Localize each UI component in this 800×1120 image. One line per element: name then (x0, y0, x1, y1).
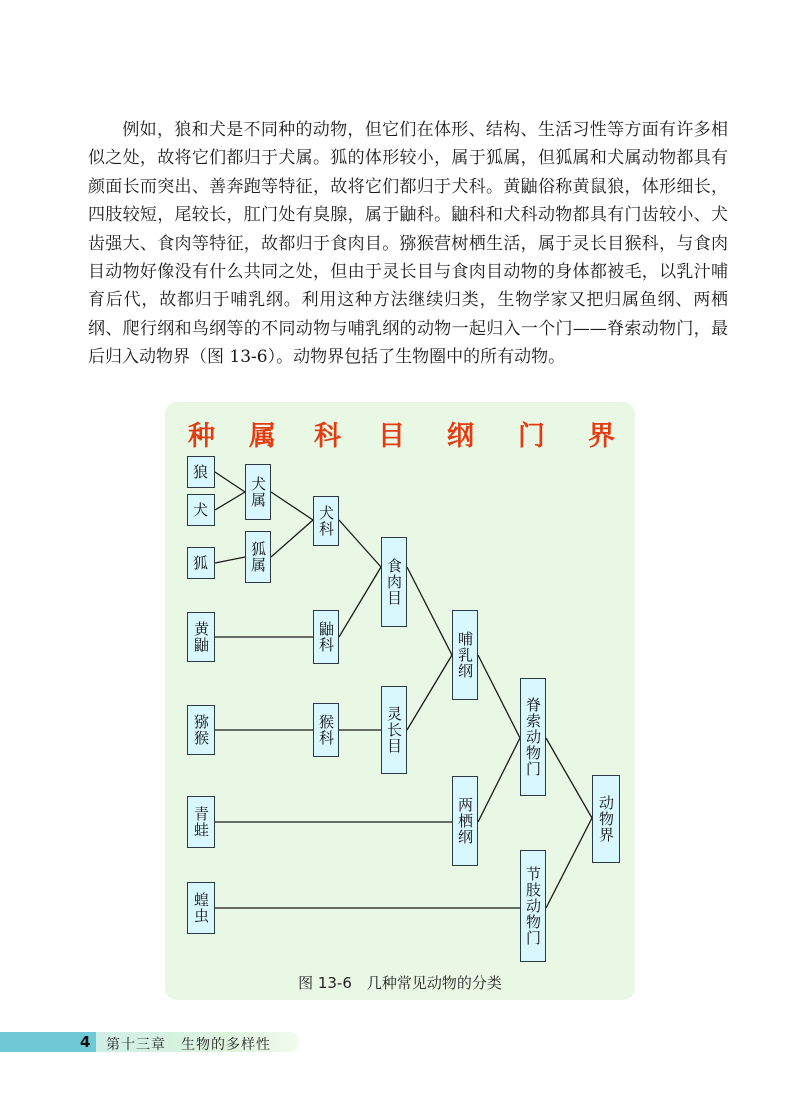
node-weasel: 黄鼬 (187, 612, 215, 662)
node-locust: 蝗虫 (187, 882, 215, 934)
node-canidae: 犬科 (313, 496, 339, 546)
node-carnivora: 食肉目 (381, 537, 407, 627)
node-macaque: 猕猴 (187, 705, 215, 755)
node-primates: 灵长目 (381, 686, 407, 774)
node-mammalia: 哺乳纲 (452, 610, 478, 700)
rank-family: 科 (314, 421, 341, 452)
node-chordata: 脊索动物门 (520, 678, 546, 796)
body-paragraph (88, 116, 728, 372)
node-fox: 狐 (187, 547, 215, 579)
node-frog: 青蛙 (187, 796, 215, 848)
node-canis-genus: 犬属 (245, 464, 271, 520)
rank-kingdom: 界 (588, 421, 615, 452)
rank-class: 纲 (447, 421, 474, 452)
node-cercopithecidae: 猴科 (313, 703, 339, 757)
node-animalia: 动物界 (592, 775, 620, 863)
node-amphibia: 两栖纲 (452, 776, 478, 866)
node-vulpes-genus: 狐属 (245, 531, 271, 583)
rank-genus: 属 (249, 421, 276, 452)
node-mustelidae: 鼬科 (313, 610, 339, 664)
paragraph-text: 例如，狼和犬是不同种的动物，但它们在体形、结构、生活习性等方面有许多相似之处，故将它们都归于犬属。狐的体形较小，属于狐属，但狐属和犬属动物都具有颜面长而突出、善奔跑等特征，故将它们都归于犬科。黄鼬俗称黄鼠狼，体形细长，四肢较短，尾较长，肛门处有臭腺，属于鼬科。鼬科和犬科动物都具有门齿较小、犬齿强大、食肉等特征，故都归于食肉目。猕猴营树栖生活，属于灵长目猴科，与食肉目动物好像没有什么共同之处，但由于灵长目与食肉目动物的身体都被毛，以乳汁哺育后代，故都归于哺乳纲。利用这种方法继续归类，生物学家又把归属鱼纲、两栖纲、爬行纲和鸟纲等的不同动物与哺乳纲的动物一起归入一个门——脊索动物门，最后归入动物界（图 13-6）。动物界包括了生物圈中的所有动物。 (88, 120, 728, 368)
page-number: 4 (80, 1033, 91, 1051)
figure-title: 几种常见动物的分类 (366, 974, 502, 992)
node-arthropoda: 节肢动物门 (520, 850, 546, 962)
rank-order: 目 (378, 421, 405, 452)
rank-species: 种 (188, 421, 215, 452)
figure-caption (0, 972, 800, 993)
figure-number: 图 13-6 (298, 974, 352, 992)
chapter-title: 第十三章 生物的多样性 (106, 1037, 271, 1053)
node-wolf: 狼 (187, 456, 215, 488)
rank-phylum: 门 (518, 421, 545, 452)
node-dog: 犬 (187, 494, 215, 526)
